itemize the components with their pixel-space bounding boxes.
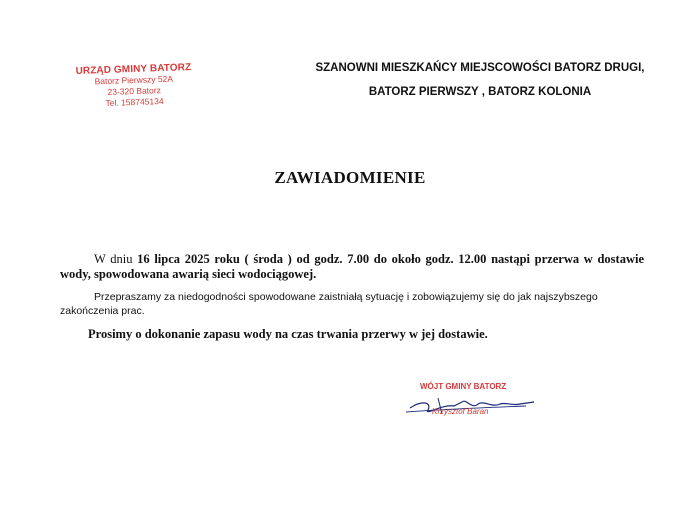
office-stamp <box>73 62 194 110</box>
stamp-postal: 23-320 Batorz <box>107 85 162 97</box>
apology-paragraph: Przepraszamy za niedogodności spowodowane zaistniałą sytuację i zobowiązujemy się do jak najszybszego zakończenia prac. <box>60 291 598 317</box>
stamp-phone: Tel. 158745134 <box>105 95 164 109</box>
notice-intro: W dniu <box>94 252 138 266</box>
signatory-role: WÓJT GMINY BATORZ <box>420 382 507 391</box>
notice-paragraph <box>60 252 644 282</box>
request-paragraph: Prosimy o dokonanie zapasu wody na czas trwania przerwy w jej dostawie. <box>88 327 488 341</box>
notice-details: od godz. 7.00 do około godz. 12.00 nastąpi przerwa w dostawie wody, spowodowana awarią sieci wodociągowej. <box>60 252 645 281</box>
document-heading: ZAWIADOMIENIE <box>274 168 426 187</box>
addressee-block <box>300 62 660 110</box>
signatory-name: Krzysztof Baran <box>432 407 489 416</box>
stamp-title: URZĄD GMINY BATORZ <box>75 61 192 78</box>
addressee-line-1: SZANOWNI MIESZKAŃCY MIEJSCOWOŚCI BATORZ DRUGI, <box>315 62 645 74</box>
stamp-address: Batorz Pierwszy 52A <box>94 73 174 87</box>
document-body <box>60 252 644 342</box>
addressee-line-2: BATORZ PIERWSZY , BATORZ KOLONIA <box>368 86 592 98</box>
notice-date: 16 lipca 2025 roku ( środa ) <box>137 252 292 266</box>
